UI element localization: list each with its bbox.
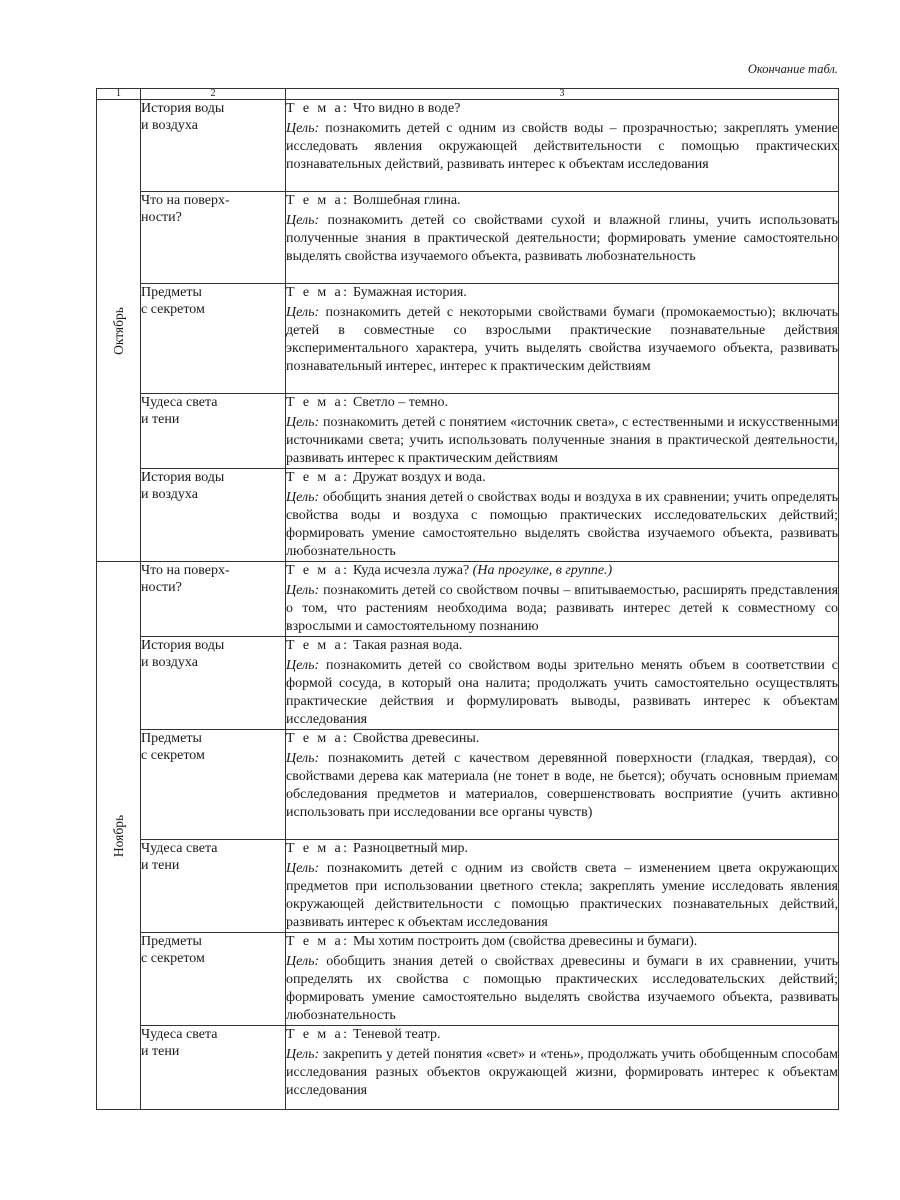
tema-line [286, 1026, 838, 1044]
tema-label: Т е м а: [286, 470, 350, 485]
tema-title: Что видно в воде? [352, 101, 461, 116]
goal-text [286, 953, 838, 1025]
table-row [97, 1026, 839, 1110]
topic-line: Что на поверх- [141, 193, 230, 208]
tema-label: Т е м а: [286, 101, 350, 116]
table-row [97, 394, 839, 469]
goal-body: обобщить знания детей о свойствах древесины и бумаги в их сравнении, учить определять их свойства с помощью практических исследовательских действий; формировать умение самостоятельно выделять свойства изучаемого объекта, развивать любознательность [286, 954, 838, 1023]
column-number-row [97, 89, 839, 100]
goal-label: Цель: [286, 751, 320, 766]
table-row [97, 100, 839, 192]
tema-label: Т е м а: [286, 285, 350, 300]
content-cell [286, 284, 839, 394]
topic-cell [141, 1026, 286, 1110]
goal-body: познакомить детей со свойством воды зрительно менять объем в соответствии с формой сосуда, в который она налита; продолжать учить самостоятельно осуществлять практические действия и формулировать выводы, развивать интерес к объектам исследования [286, 658, 839, 727]
goal-text [286, 414, 838, 468]
goal-label: Цель: [286, 415, 320, 430]
month-cell [97, 100, 141, 562]
tema-title: Куда исчезла лужа? [352, 563, 470, 578]
tema-label: Т е м а: [286, 934, 350, 949]
goal-body: познакомить детей с понятием «источник света», с естественными и искусственными источниками света; учить использовать полученные знания в практической деятельности, развивать интерес к практическим действиям [286, 415, 838, 466]
content-cell [286, 562, 839, 637]
topic-line: и тени [141, 858, 180, 873]
tema-label: Т е м а: [286, 638, 350, 653]
topic-line: и тени [141, 1044, 180, 1059]
topic-cell [141, 394, 286, 469]
goal-label: Цель: [286, 1047, 320, 1062]
goal-body: познакомить детей со свойствами сухой и влажной глины, учить использовать полученные знания в практической деятельности; формировать умение самостоятельно выделять свойства изучаемого объекта, развивать любознательность [286, 213, 838, 264]
goal-body: закрепить у детей понятия «свет» и «тень», продолжать учить обобщенным способам исследования разных объектов окружающей жизни, формировать интерес к объектам исследования [286, 1047, 838, 1098]
month-cell [97, 562, 141, 1110]
topic-line: Чудеса света [141, 395, 218, 410]
tema-title: Теневой театр. [352, 1027, 441, 1042]
goal-text [286, 1046, 838, 1100]
topic-cell [141, 933, 286, 1026]
tema-note: (На прогулке, в группе.) [472, 563, 613, 578]
topic-line: История воды [141, 470, 225, 485]
goal-body: познакомить детей с качеством деревянной поверхности (гладкая, твердая), со свойствами дерева как материала (не тонет в воде, не бьется); обучать основным приемам обследования предметов и материалов, совершенствовать восприятие (учить активно использовать при исследовании все органы чувств) [286, 751, 838, 820]
goal-label: Цель: [286, 490, 320, 505]
tema-label: Т е м а: [286, 1027, 350, 1042]
topic-line: ности? [141, 580, 182, 595]
goal-label: Цель: [286, 954, 320, 969]
topic-cell [141, 730, 286, 840]
topic-cell [141, 100, 286, 192]
table-row [97, 469, 839, 562]
column-number: 2 [141, 89, 286, 100]
table-row [97, 637, 839, 730]
tema-title: Разноцветный мир. [352, 841, 469, 856]
content-cell [286, 469, 839, 562]
goal-label: Цель: [286, 658, 320, 673]
column-number: 3 [286, 89, 839, 100]
tema-title: Светло – темно. [352, 395, 448, 410]
tema-title: Бумажная история. [352, 285, 467, 300]
topic-line: Чудеса света [141, 841, 218, 856]
topic-cell [141, 284, 286, 394]
topic-line: с секретом [141, 951, 205, 966]
tema-title: Свойства древесины. [352, 731, 480, 746]
tema-line [286, 284, 838, 302]
tema-title: Мы хотим построить дом (свойства древесины и бумаги). [352, 934, 698, 949]
tema-line [286, 469, 838, 487]
table-row [97, 933, 839, 1026]
goal-body: познакомить детей с одним из свойств света – изменением цвета окружающих предметов при использовании цветного стекла; закреплять умение исследовать явления окружающей действительности с помощью практических познавательных действий, развивать интерес к объектам исследования [286, 861, 838, 930]
topic-line: и воздуха [141, 487, 198, 502]
topic-line: ности? [141, 210, 182, 225]
goal-label: Цель: [286, 861, 320, 876]
tema-line [286, 637, 838, 655]
goal-text [286, 304, 838, 376]
column-number: 1 [97, 89, 141, 100]
topic-line: Предметы [141, 731, 202, 746]
month-label: Ноябрь [110, 814, 126, 857]
topic-line: Предметы [141, 934, 202, 949]
topic-line: История воды [141, 638, 225, 653]
table-row [97, 730, 839, 840]
content-cell [286, 933, 839, 1026]
topic-line: Что на поверх- [141, 563, 230, 578]
topic-line: История воды [141, 101, 225, 116]
tema-line [286, 394, 838, 412]
goal-text [286, 582, 838, 636]
table-row [97, 840, 839, 933]
tema-title: Такая разная вода. [352, 638, 463, 653]
goal-text [286, 657, 838, 729]
content-cell [286, 100, 839, 192]
content-cell [286, 840, 839, 933]
topic-line: и воздуха [141, 655, 198, 670]
tema-line [286, 840, 838, 858]
goal-label: Цель: [286, 121, 320, 136]
goal-label: Цель: [286, 583, 320, 598]
goal-text [286, 860, 838, 932]
tema-line [286, 730, 838, 748]
goal-body: познакомить детей со свойством почвы – впитываемостью, расширять представления о том, что растениям необходима вода; развивать интерес детей к совместному со взрослыми и самостоятельному познанию [286, 583, 839, 634]
tema-title: Волшебная глина. [352, 193, 461, 208]
goal-text [286, 212, 838, 266]
topic-line: и воздуха [141, 118, 198, 133]
topic-cell [141, 562, 286, 637]
table-row [97, 192, 839, 284]
tema-label: Т е м а: [286, 395, 350, 410]
tema-label: Т е м а: [286, 563, 350, 578]
table-row [97, 284, 839, 394]
content-cell [286, 192, 839, 284]
goal-text [286, 489, 838, 561]
content-cell [286, 730, 839, 840]
topic-line: с секретом [141, 302, 205, 317]
table-body [97, 100, 839, 1110]
goal-label: Цель: [286, 213, 320, 228]
topic-line: Чудеса света [141, 1027, 218, 1042]
topic-line: Предметы [141, 285, 202, 300]
activities-table [96, 88, 839, 1110]
goal-body: познакомить детей с некоторыми свойствами бумаги (промокаемостью); включать детей в совместные со взрослыми практические познавательные действия экспериментального характера, учить выделять свойства изучаемого объекта, развивать познавательный интерес, интерес к практическим действиям [286, 305, 839, 374]
goal-body: обобщить знания детей о свойствах воды и воздуха в их сравнении; учить определять свойства воды и воздуха с помощью практических исследовательских действий; формировать умение самостоятельно выделять свойства изучаемого объекта, развивать любознательность [286, 490, 838, 559]
content-cell [286, 394, 839, 469]
topic-line: и тени [141, 412, 180, 427]
topic-cell [141, 637, 286, 730]
tema-title: Дружат воздух и вода. [352, 470, 486, 485]
content-cell [286, 637, 839, 730]
tema-label: Т е м а: [286, 841, 350, 856]
topic-cell [141, 840, 286, 933]
tema-line [286, 933, 838, 951]
month-label: Октябрь [110, 306, 126, 355]
tema-line [286, 192, 838, 210]
table-caption: Окончание табл. [747, 62, 838, 76]
table-row [97, 562, 839, 637]
tema-line [286, 100, 838, 118]
tema-line [286, 562, 838, 580]
goal-text [286, 120, 838, 174]
topic-line: с секретом [141, 748, 205, 763]
tema-label: Т е м а: [286, 731, 350, 746]
goal-body: познакомить детей с одним из свойств воды – прозрачностью; закреплять умение исследовать явления окружающей действительности с помощью практических познавательных действий, развивать интерес к объектам исследования [286, 121, 839, 172]
goal-label: Цель: [286, 305, 320, 320]
tema-label: Т е м а: [286, 193, 350, 208]
content-cell [286, 1026, 839, 1110]
topic-cell [141, 192, 286, 284]
goal-text [286, 750, 838, 822]
topic-cell [141, 469, 286, 562]
